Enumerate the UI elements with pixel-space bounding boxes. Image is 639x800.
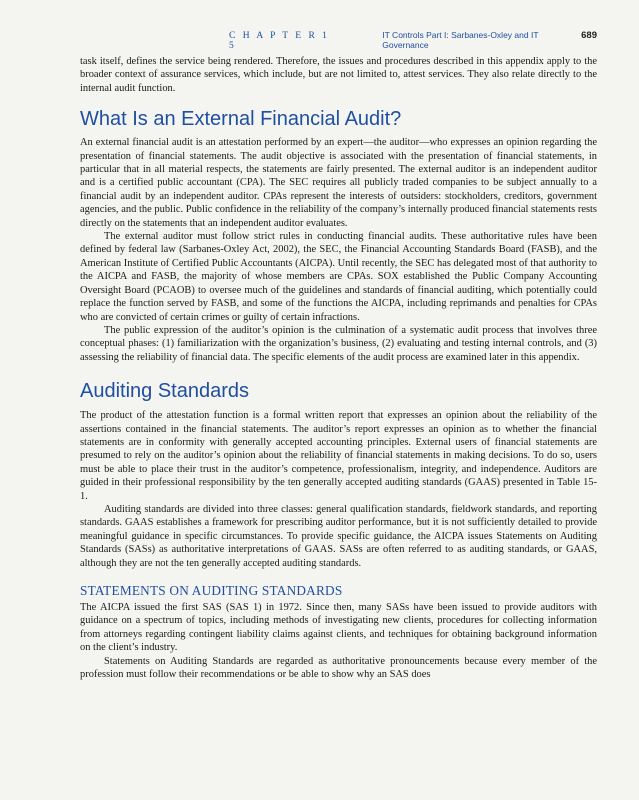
running-header (80, 30, 597, 51)
section-heading-auditing-standards: Auditing Standards (80, 380, 250, 403)
subsection-heading-sas: STATEMENTS ON AUDITING STANDARDS (80, 583, 343, 598)
body-paragraph: The public expression of the auditor’s opinion is the culmination of a systematic audit process that involves three conceptual phases: (1) familiarization with the organization’s business, (2) evaluating and testing internal controls, and (3) assessing the reliability of financial data. The specific elements of the audit process are examined later in this appendix. (80, 324, 597, 363)
body-paragraph: The product of the attestation function is a formal written report that expresses an opinion about the reliability of the assertions contained in the financial statements. The auditor’s report expresses an opinion as to whether the financial statements are in conformity with generally accepted accounting principles. External users of financial statements are presumed to rely on the auditor’s opinion about the reliability of financial statements in making decisions. To do so, users must be able to place their trust in the auditor’s competence, professionalism, integrity, and independence. Auditors are guided in their professional responsibility by the ten generally accepted auditing standards (GAAS) presented in Table 15-1. (80, 410, 597, 502)
body-paragraph: The external auditor must follow strict rules in conducting financial audits. These authoritative rules have been defined by federal law (Sarbanes-Oxley Act, 2002), the SEC, the Financial Accounting Standards Board (FASB), and the American Institute of Certified Public Accountants (AICPA). Until recently, the SEC has delegated most of that authority to the AICPA and FASB, the majority of whose members are CPAs. SOX established the Public Company Accounting Oversight Board (PCAOB) to oversee much of the guidelines and standards of financial auditing, which potentially could replace the function served by FASB, and some of the functions the AICPA, including reprimands and penalties for CPAs who are convicted of certain crimes or guilty of certain infractions. (80, 231, 597, 323)
chapter-title: IT Controls Part I: Sarbanes-Oxley and IT Governance (382, 30, 539, 50)
body-paragraph: Statements on Auditing Standards are regarded as authoritative pronouncements because every member of the profession must follow their recommendations or be able to show why an SAS does (80, 655, 597, 681)
intro-paragraph: task itself, defines the service being rendered. Therefore, the issues and procedures described in this appendix apply to the broader context of assurance services, which include, but are not limited to, attest services. They also relate directly to the internal audit function. (80, 56, 597, 94)
body-paragraph: Auditing standards are divided into three classes: general qualification standards, fieldwork standards, and reporting standards. GAAS establishes a framework for prescribing auditor performance, but it is not sufficiently detailed to provide meaningful guidance in specific circumstances. To provide specific guidance, the AICPA issues Statements on Auditing Standards (SASs) as authoritative interpretations of GAAS. SASs are often referred to as auditing standards, or GAAS, although they are not the ten generally accepted auditing standards. (80, 503, 597, 569)
body-paragraph: The AICPA issued the first SAS (SAS 1) in 1972. Since then, many SASs have been issued to provide auditors with guidance on a spectrum of topics, including methods of investigating new clients, procedures for collecting information from attorneys regarding contingent liability claims against clients, and techniques for obtaining background information on the client’s industry. (80, 602, 597, 654)
page-number: 689 (581, 30, 597, 41)
body-paragraph: An external financial audit is an attestation performed by an expert—the auditor—who expresses an opinion regarding the presentation of financial statements. The audit objective is associated with the presentation of financial statements, in particular that in all material respects, the statements are fairly presented. The external auditor is an independent auditor and is a certified public accountant (CPA). The SEC requires all publicly traded companies to be subject annually to a financial audit by an independent auditor. CPAs represent the interests of outsiders: stockholders, creditors, government agencies, and the public. Public confidence in the reliability of the company’s internally produced financial statements rests directly on the statements that an independent auditor evaluates. (80, 137, 597, 229)
page-body (80, 55, 597, 681)
section-heading-external-audit: What Is an External Financial Audit? (80, 108, 402, 131)
chapter-label: C H A P T E R 1 5 (229, 31, 330, 51)
